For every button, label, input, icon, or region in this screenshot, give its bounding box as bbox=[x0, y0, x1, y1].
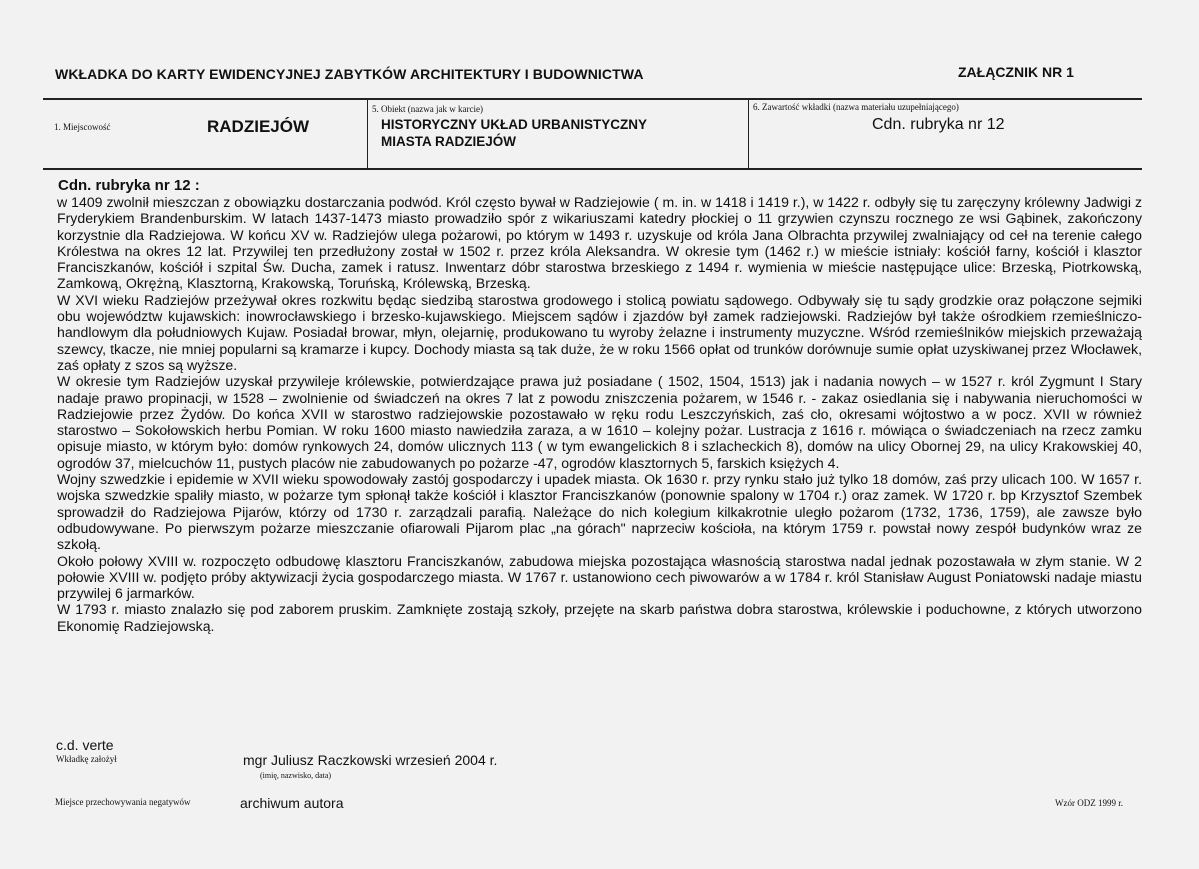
negatywy-label: Miejsce przechowywania negatywów bbox=[55, 797, 191, 807]
miejscowosc-label: 1. Miejscowość bbox=[54, 122, 111, 132]
annex-label: ZAŁĄCZNIK NR 1 bbox=[958, 64, 1074, 80]
zawartosc-value: Cdn. rubryka nr 12 bbox=[872, 116, 1005, 133]
document-title: WKŁADKA DO KARTY EWIDENCYJNEJ ZABYTKÓW ARCHITEKTURY I BUDOWNICTWA bbox=[55, 66, 644, 82]
zalozyl-label: Wkładkę założył bbox=[56, 754, 117, 764]
zalozyl-value: mgr Juliusz Raczkowski wrzesień 2004 r. bbox=[243, 752, 498, 768]
obiekt-value bbox=[381, 116, 647, 150]
obiekt-value-line2: MIASTA RADZIEJÓW bbox=[381, 134, 516, 149]
header-divider-1 bbox=[367, 99, 368, 169]
paragraph: W 1793 r. miasto znalazło się pod zaborem pruskim. Zamknięte zostają szkoły, przejęte na skarb państwa dobra starostwa, królewskie i poduchowne, z których utworzono Ekonomię Radziejowską. bbox=[57, 601, 1142, 634]
header-divider-2 bbox=[748, 99, 749, 169]
zawartosc-label: 6. Zawartość wkładki (nazwa materiału uzupełniającego) bbox=[753, 102, 959, 112]
obiekt-label: 5. Obiekt (nazwa jak w karcie) bbox=[372, 104, 483, 114]
paragraph: Około połowy XVIII w. rozpoczęto odbudowę klasztoru Franciszkanów, zabudowa miejska pozostająca własnością starostwa nadal jednak pozostawała w złym stanie. W 2 połowie XVIII w. podjęto próby aktywizacji życia gospodarczego miasta. W 1767 r. ustanowiono cech piwowarów a w 1784 r. król Stanisław August Poniatowski nadaje miastu przywilej 6 jarmarków. bbox=[57, 552, 1142, 602]
miejscowosc-value: RADZIEJÓW bbox=[207, 117, 309, 136]
header-rule-top bbox=[43, 98, 1142, 100]
obiekt-value-line1: HISTORYCZNY UKŁAD URBANISTYCZNY bbox=[381, 117, 648, 132]
section-heading: Cdn. rubryka nr 12 : bbox=[58, 177, 200, 194]
paragraph: Wojny szwedzkie i epidemie w XVII wieku spowodowały zastój gospodarczy i upadek miasta. Ok 1630 r. przy rynku stało już tylko 18 domów, zaś przy ulicach 100. W 1657 r. wojska szwedzkie spaliły miasto, w pożarze tym spłonął także kościół i klasztor Franciszkanów (ponownie spalony w 1704 r.) oraz zamek. W 1720 r. bp Krzysztof Szembek sprowadził do Radziejowa Pijarów, którzy od 1730 r. zarządzali parafią. Należące do nich kolegium kilkakrotnie uległo pożarom (1732, 1736, 1759), ale zawsze było odbudowywane. Po pierwszym pożarze mieszczanie ofiarowali Pijarom plac „na górach" naprzeciw kościoła, na którym 1759 r. powstał nowy zespół budynków wraz ze szkołą. bbox=[57, 471, 1142, 553]
header-rule-bottom bbox=[43, 168, 1142, 170]
form-version: Wzór ODZ 1999 r. bbox=[1055, 798, 1123, 808]
paragraph: W XVI wieku Radziejów przeżywał okres rozkwitu będąc siedzibą starostwa grodowego i stolicą powiatu sądowego. Odbywały się tu sądy grodzkie oraz połączone sejmiki obu województw kujawskich: inowrocławskiego i brzesko-kujawskiego. Miejscem sądów i zjazdów był zamek radziejowski. Radziejów był także ośrodkiem rzemieślniczo-handlowym dla południowych Kujaw. Posiadał browar, młyn, olejarnię, produkowano tu wyroby żelazne i instrumenty muzyczne. Wśród rzemieślników miejskich przeważają szewcy, tkacze, nie mniej popularni są kramarze i kupcy. Dochody miasta są tak duże, że w roku 1566 opłat od trunków dorównuje sumie opłat uzyskiwanej przez Włocławek, zaś opłaty z szos są wyższe. bbox=[57, 291, 1142, 373]
paragraph: w 1409 zwolnił mieszczan z obowiązku dostarczania podwód. Król często bywał w Radziejowie ( m. in. w 1418 i 1419 r.), w 1422 r. odbyły się tu zaręczyny królewny Jadwigi z Fryderykiem Brandenburskim. W latach 1437-1473 miasto prowadziło spór z wikariuszami katedry płockiej o 11 grzywien czynszu rocznego ze wsi Gąbinek, zakończony korzystnie dla Radziejowa. W końcu XV w. Radziejów ulega pożarowi, po którym w 1493 r. uzyskuje od króla Jana Olbrachta przywilej zwalniający od ceł na terenie całego Królestwa na okres 12 lat. Przywilej ten przedłużony został w 1502 r. przez króla Aleksandra. W okresie tym (1462 r.) w mieście istniały: kościół farny, kościół i klasztor Franciszkanów, kościół i szpital Św. Ducha, zamek i ratusz. Inwentarz dóbr starostwa brzeskiego z 1494 r. wymienia w mieście następujące ulice: Brzeską, Piotrkowską, Zamkową, Okrężną, Klasztorną, Krakowską, Toruńską, Królewską, Brzeską. bbox=[57, 194, 1142, 292]
continued-note: c.d. verte bbox=[56, 737, 114, 753]
body-text bbox=[57, 194, 1142, 634]
paragraph: W okresie tym Radziejów uzyskał przywileje królewskie, potwierdzające prawa już posiadane ( 1502, 1504, 1513) jak i nadania nowych – w 1527 r. król Zygmunt I Stary nadaje prawo propinacji, w 1528 – zwolnienie od świadczeń na okres 7 lat z powodu zniszczenia pożarem, w 1546 r. - zakaz osiedlania się i nabywania nieruchomości w Radziejowie przez Żydów. Do końca XVII w starostwo radziejowskie pozostawało w ręku rodu Leszczyńskich, zaś cło, okresami wójtostwo a w pocz. XVII w również starostwo – Sokołowskich herbu Pomian. W roku 1600 miasto nawiedziła zaraza, a w 1610 – kolejny pożar. Lustracja z 1616 r. mówiąca o świadczeniach na rzecz zamku opisuje miasto, w którym było: domów rynkowych 24, domów ulicznych 113 ( w tym ewangelickich 8 i szlacheckich 8), domów na ulicy Obornej 29, na ulicy Krakowskiej 40, ogrodów 37, mielcuchów 11, pustych placów nie zabudowanych po pożarze -47, ogrodów klasztornych 5, farskich księżych 4. bbox=[57, 373, 1142, 471]
imie-label: (imię, nazwisko, data) bbox=[260, 771, 332, 780]
negatywy-value: archiwum autora bbox=[240, 795, 344, 811]
